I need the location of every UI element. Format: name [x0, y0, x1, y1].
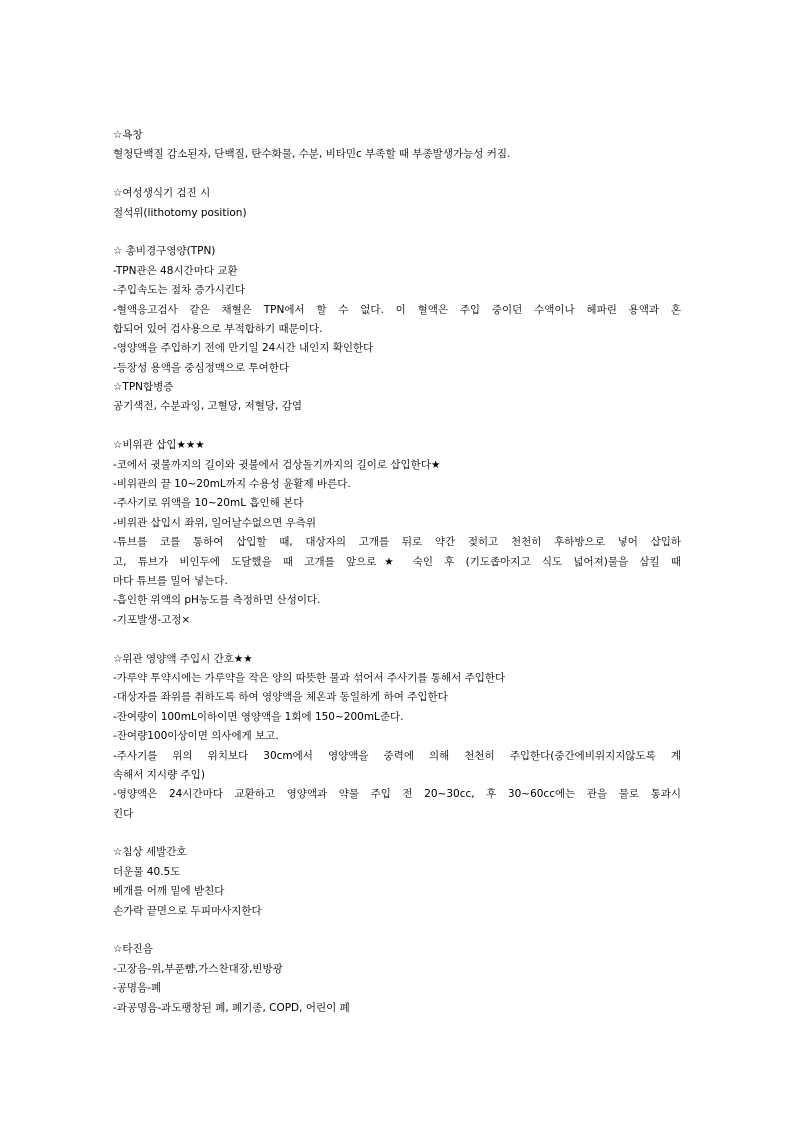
text-line: 고, 튜브가 비인두에 도달했을 때 고개를 앞으로★ 숙인 후 (기도좁아지고 식도 넓어져)물을 삼킬 때 — [113, 555, 681, 568]
subsection-heading: ☆TPN합병증 — [113, 381, 174, 394]
text-line: -비위관 삽입시 좌위, 일어날수없으면 우측위 — [113, 516, 317, 529]
section-heading: ☆비위관 삽입★★★ — [113, 439, 205, 452]
text-line: -영양액을 주입하기 전에 만기일 24시간 내인지 확인한다 — [113, 342, 374, 355]
text-line: -대상자를 좌위를 취하도록 하여 영양액을 체온과 동일하게 하여 주입한다 — [113, 691, 448, 704]
text-line: -잔여량이 100mL이하이면 영양액을 1회에 150~200mL준다. — [113, 710, 404, 723]
text-line: -과공명음-과도팽창된 폐, 폐기종, COPD, 어린이 폐 — [113, 1001, 350, 1014]
text-line: -기포발생-고정× — [113, 613, 191, 626]
text-line: 혈청단백질 감소된자, 단백질, 탄수화물, 수분, 비타민c 부족할 때 부종발생가능성 커짐. — [113, 148, 511, 161]
section-heading: ☆위관 영양액 주입시 간호★★ — [113, 652, 253, 665]
text-line: 더운물 40.5도 — [113, 865, 181, 878]
text-line: 손가락 끝면으로 두피마사지한다 — [113, 904, 262, 917]
spacer — [113, 630, 681, 649]
text-line: -TPN관은 48시간마다 교환 — [113, 264, 238, 277]
text-line: 공기색전, 수분과잉, 고혈당, 저혈당, 감염 — [113, 400, 302, 413]
text-line: -흡인한 위액의 pH농도를 측정하면 산성이다. — [113, 594, 321, 607]
text-line: 베개를 어깨 밑에 받친다 — [113, 885, 225, 898]
text-line: -잔여량100이상이면 의사에게 보고. — [113, 730, 279, 743]
text-line: -튜브를 코를 통하여 삽입할 때, 대상자의 고개를 뒤로 약간 젖히고 천천히 후하방으로 넣어 삽입하 — [113, 536, 681, 549]
text-line: 속해서 지시량 주입) — [113, 768, 205, 781]
spacer — [113, 824, 681, 843]
text-line: 킨다 — [113, 807, 134, 820]
text-line: 절석위(lithotomy position) — [113, 206, 247, 219]
section-heading: ☆침상 세발간호 — [113, 846, 187, 859]
section-heading: ☆여성생식기 검진 시 — [113, 187, 211, 200]
document-body — [113, 126, 681, 1018]
spacer — [113, 921, 681, 940]
text-line: -비위관의 끝 10~20mL까지 수용성 윤활제 바른다. — [113, 478, 351, 491]
spacer — [113, 223, 681, 242]
spacer — [113, 417, 681, 436]
text-line: -고장음-위,부푼뺨,가스찬대장,빈방광 — [113, 962, 283, 975]
text-line: -주사기를 위의 위치보다 30cm에서 영양액을 중력에 의해 천천히 주입한다(중간에비위지지않도록 계 — [113, 749, 681, 762]
text-line: -주입속도는 점차 증가시킨다 — [113, 284, 246, 297]
text-line: -혈액응고검사 같은 채혈은 TPN에서 할 수 없다. 이 혈액은 주입 중이던 수액이나 헤파린 용액과 혼 — [113, 303, 681, 316]
text-line: -공명음-폐 — [113, 982, 162, 995]
text-line: -코에서 귓불까지의 길이와 귓불에서 검상돌기까지의 길이로 삽입한다★ — [113, 458, 441, 471]
text-line: -등장성 용액을 중심정맥으로 투여한다 — [113, 361, 290, 374]
text-line: -영양액은 24시간마다 교환하고 영양액과 약물 주입 전 20~30cc, 후 30~60cc에는 관을 물로 통과시 — [113, 788, 681, 801]
text-line: -가루약 투약시에는 가루약을 작은 양의 따뜻한 물과 섞어서 주사기를 통해서 주입한다 — [113, 671, 506, 684]
text-line: 합되어 있어 검사용으로 부적합하기 때문이다. — [113, 322, 323, 335]
section-heading: ☆욕창 — [113, 129, 143, 141]
section-heading: ☆타진음 — [113, 943, 153, 956]
text-line: -주사기로 위액을 10~20mL 흡인해 본다 — [113, 497, 304, 510]
spacer — [113, 165, 681, 184]
text-line: 마다 튜브를 밀어 넣는다. — [113, 574, 228, 587]
section-heading: ☆ 총비경구영양(TPN) — [113, 245, 216, 258]
